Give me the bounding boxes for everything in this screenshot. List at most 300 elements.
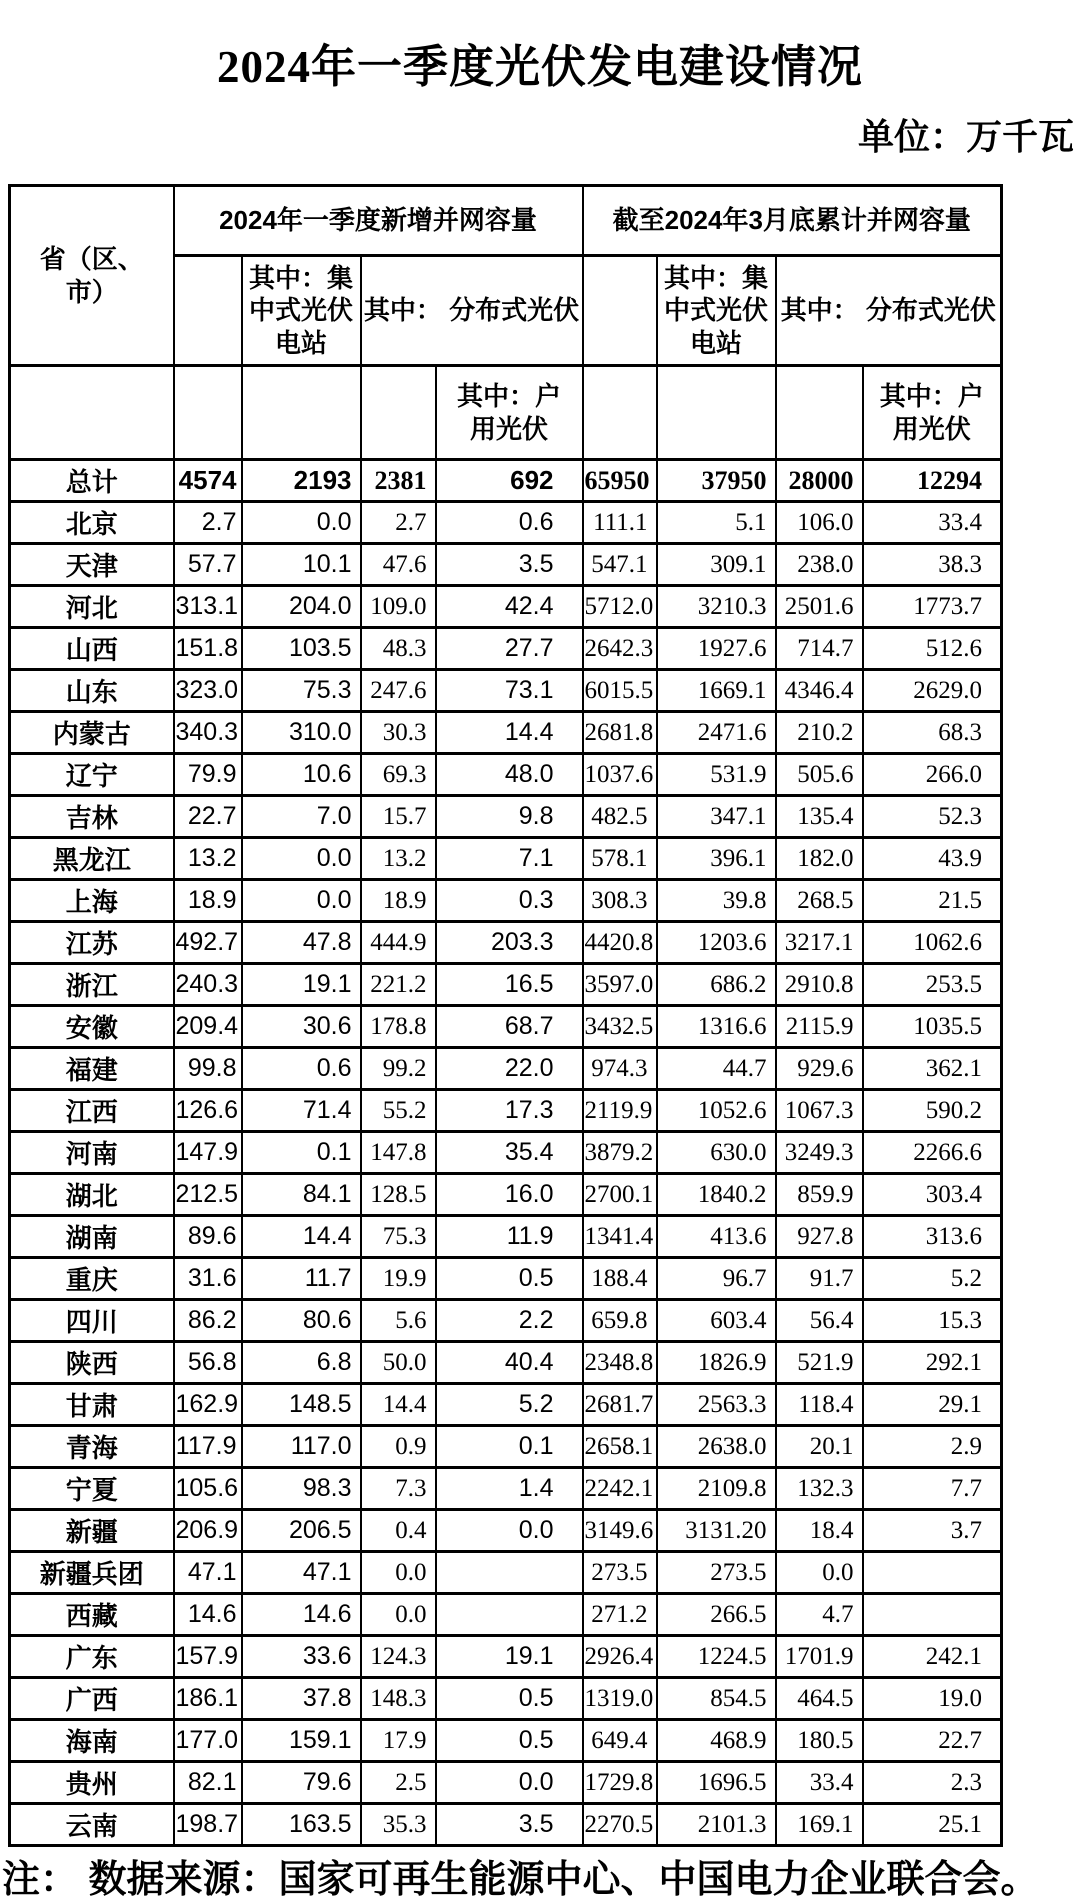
value-cell: 21.5 [863,880,1002,922]
value-cell: 75.3 [361,1216,436,1258]
empty-header-cell [174,366,242,460]
value-cell: 482.5 [583,796,657,838]
value-cell: 268.5 [776,880,863,922]
value-cell: 39.8 [657,880,776,922]
province-cell: 宁夏 [10,1468,174,1510]
table-row [10,1300,1002,1342]
value-cell: 273.5 [657,1552,776,1594]
province-cell: 陕西 [10,1342,174,1384]
value-cell: 1203.6 [657,922,776,964]
value-cell: 31.6 [174,1258,242,1300]
table-row [10,880,1002,922]
value-cell: 3131.20 [657,1510,776,1552]
value-cell: 38.3 [863,544,1002,586]
total-row [10,460,1002,502]
value-cell [863,1594,1002,1636]
value-cell: 91.7 [776,1258,863,1300]
value-cell: 1052.6 [657,1090,776,1132]
value-cell: 2471.6 [657,712,776,754]
value-cell: 292.1 [863,1342,1002,1384]
table-row [10,628,1002,670]
value-cell: 212.5 [174,1174,242,1216]
table-row [10,712,1002,754]
value-cell: 242.1 [863,1636,1002,1678]
value-cell: 309.1 [657,544,776,586]
value-cell: 84.1 [242,1174,361,1216]
value-cell: 22.0 [436,1048,583,1090]
value-cell: 71.4 [242,1090,361,1132]
value-cell: 182.0 [776,838,863,880]
table-row [10,838,1002,880]
province-cell: 山东 [10,670,174,712]
value-cell: 33.4 [776,1762,863,1804]
table-body [10,460,1002,1846]
value-cell: 47.1 [174,1552,242,1594]
value-cell: 105.6 [174,1468,242,1510]
value-cell: 1927.6 [657,628,776,670]
value-cell: 47.8 [242,922,361,964]
value-cell: 30.6 [242,1006,361,1048]
value-cell: 52.3 [863,796,1002,838]
value-cell: 135.4 [776,796,863,838]
table-row [10,1384,1002,1426]
table-row [10,1552,1002,1594]
value-cell: 56.4 [776,1300,863,1342]
page-title: 2024年一季度光伏发电建设情况 [216,42,863,92]
value-cell: 2109.8 [657,1468,776,1510]
new-distributed-header: 其中： 分布式光伏 [361,256,583,366]
value-cell: 2658.1 [583,1426,657,1468]
table-row [10,1006,1002,1048]
value-cell: 28000 [776,460,863,502]
table-row [10,1342,1002,1384]
province-cell: 重庆 [10,1258,174,1300]
value-cell: 56.8 [174,1342,242,1384]
cumulative-centralized-header: 其中：集中式光伏电站 [657,256,776,366]
value-cell: 0.0 [436,1762,583,1804]
province-cell: 河北 [10,586,174,628]
value-cell: 0.0 [242,838,361,880]
value-cell: 7.1 [436,838,583,880]
value-cell: 659.8 [583,1300,657,1342]
value-cell: 0.0 [242,502,361,544]
value-cell: 178.8 [361,1006,436,1048]
value-cell: 1224.5 [657,1636,776,1678]
province-cell: 新疆兵团 [10,1552,174,1594]
value-cell: 50.0 [361,1342,436,1384]
value-cell: 468.9 [657,1720,776,1762]
value-cell: 18.9 [361,880,436,922]
value-cell: 630.0 [657,1132,776,1174]
province-cell: 吉林 [10,796,174,838]
value-cell: 5.1 [657,502,776,544]
value-cell: 2700.1 [583,1174,657,1216]
value-cell: 1826.9 [657,1342,776,1384]
value-cell: 0.0 [361,1594,436,1636]
value-cell: 0.4 [361,1510,436,1552]
table-header [10,186,1002,460]
value-cell: 2638.0 [657,1426,776,1468]
value-cell: 1.4 [436,1468,583,1510]
province-cell: 河南 [10,1132,174,1174]
header-row-household [10,366,1002,460]
value-cell: 4.7 [776,1594,863,1636]
value-cell: 271.2 [583,1594,657,1636]
value-cell: 1840.2 [657,1174,776,1216]
value-cell: 151.8 [174,628,242,670]
value-cell: 505.6 [776,754,863,796]
table-row [10,670,1002,712]
value-cell: 413.6 [657,1216,776,1258]
province-cell: 江苏 [10,922,174,964]
province-cell: 新疆 [10,1510,174,1552]
value-cell: 132.3 [776,1468,863,1510]
value-cell: 531.9 [657,754,776,796]
value-cell: 44.7 [657,1048,776,1090]
value-cell: 303.4 [863,1174,1002,1216]
value-cell: 18.4 [776,1510,863,1552]
value-cell: 15.3 [863,1300,1002,1342]
table-row [10,754,1002,796]
province-cell: 贵州 [10,1762,174,1804]
value-cell: 55.2 [361,1090,436,1132]
value-cell: 1729.8 [583,1762,657,1804]
value-cell: 37950 [657,460,776,502]
value-cell: 692 [436,460,583,502]
value-cell: 1062.6 [863,922,1002,964]
value-cell: 0.6 [436,502,583,544]
value-cell: 2381 [361,460,436,502]
value-cell: 854.5 [657,1678,776,1720]
source-note: 注： 数据来源：国家可再生能源中心、中国电力企业联合会。 [2,1859,1039,1901]
value-cell: 3.5 [436,1804,583,1846]
value-cell: 188.4 [583,1258,657,1300]
value-cell: 221.2 [361,964,436,1006]
value-cell: 159.1 [242,1720,361,1762]
value-cell: 0.0 [776,1552,863,1594]
value-cell: 247.6 [361,670,436,712]
province-cell: 上海 [10,880,174,922]
value-cell: 65950 [583,460,657,502]
province-cell: 青海 [10,1426,174,1468]
value-cell: 98.3 [242,1468,361,1510]
value-cell: 1341.4 [583,1216,657,1258]
province-cell: 北京 [10,502,174,544]
table-row [10,796,1002,838]
value-cell: 2.3 [863,1762,1002,1804]
value-cell: 124.3 [361,1636,436,1678]
value-cell: 30.3 [361,712,436,754]
value-cell: 492.7 [174,922,242,964]
value-cell: 147.8 [361,1132,436,1174]
value-cell: 238.0 [776,544,863,586]
value-cell: 47.6 [361,544,436,586]
empty-header-cell [657,366,776,460]
province-header-label: 省（区、市） [39,244,144,307]
value-cell: 4346.4 [776,670,863,712]
table-row [10,544,1002,586]
value-cell: 2501.6 [776,586,863,628]
province-cell: 湖北 [10,1174,174,1216]
header-row-groups [10,186,1002,256]
value-cell: 0.0 [242,880,361,922]
value-cell: 19.9 [361,1258,436,1300]
value-cell: 5.2 [863,1258,1002,1300]
province-cell: 福建 [10,1048,174,1090]
table-row [10,1510,1002,1552]
value-cell: 177.0 [174,1720,242,1762]
value-cell: 1701.9 [776,1636,863,1678]
value-cell: 14.6 [174,1594,242,1636]
value-cell: 6015.5 [583,670,657,712]
value-cell: 3879.2 [583,1132,657,1174]
value-cell: 266.5 [657,1594,776,1636]
value-cell: 929.6 [776,1048,863,1090]
value-cell: 464.5 [776,1678,863,1720]
value-cell: 340.3 [174,712,242,754]
value-cell: 1035.5 [863,1006,1002,1048]
empty-header-cell [174,256,242,366]
cumulative-household-header [863,366,1002,460]
table-row [10,1216,1002,1258]
value-cell: 35.4 [436,1132,583,1174]
value-cell: 0.1 [436,1426,583,1468]
value-cell: 649.4 [583,1720,657,1762]
value-cell: 3210.3 [657,586,776,628]
value-cell: 7.3 [361,1468,436,1510]
value-cell: 1773.7 [863,586,1002,628]
value-cell: 313.1 [174,586,242,628]
value-cell: 69.3 [361,754,436,796]
value-cell: 19.1 [436,1636,583,1678]
value-cell: 1669.1 [657,670,776,712]
value-cell: 2681.8 [583,712,657,754]
value-cell: 29.1 [863,1384,1002,1426]
value-cell: 2.7 [361,502,436,544]
value-cell: 43.9 [863,838,1002,880]
value-cell: 308.3 [583,880,657,922]
value-cell: 266.0 [863,754,1002,796]
value-cell: 444.9 [361,922,436,964]
table-row [10,1636,1002,1678]
value-cell: 68.7 [436,1006,583,1048]
value-cell: 157.9 [174,1636,242,1678]
value-cell: 2270.5 [583,1804,657,1846]
group-new-capacity-header: 2024年一季度新增并网容量 [174,186,583,256]
value-cell: 33.4 [863,502,1002,544]
empty-header-cell [583,366,657,460]
group-cumulative-capacity-header: 截至2024年3月底累计并网容量 [583,186,1002,256]
value-cell: 118.4 [776,1384,863,1426]
value-cell: 1067.3 [776,1090,863,1132]
value-cell: 2642.3 [583,628,657,670]
value-cell: 163.5 [242,1804,361,1846]
value-cell: 2563.3 [657,1384,776,1426]
value-cell: 3249.3 [776,1132,863,1174]
value-cell [863,1552,1002,1594]
value-cell: 11.9 [436,1216,583,1258]
value-cell: 362.1 [863,1048,1002,1090]
table-row [10,1090,1002,1132]
value-cell: 2681.7 [583,1384,657,1426]
value-cell: 3.5 [436,544,583,586]
value-cell: 396.1 [657,838,776,880]
table-row [10,922,1002,964]
value-cell [436,1594,583,1636]
value-cell: 106.0 [776,502,863,544]
value-cell: 0.5 [436,1720,583,1762]
province-cell: 内蒙古 [10,712,174,754]
value-cell: 603.4 [657,1300,776,1342]
value-cell: 14.4 [436,712,583,754]
value-cell: 14.4 [242,1216,361,1258]
value-cell: 162.9 [174,1384,242,1426]
value-cell: 3432.5 [583,1006,657,1048]
value-cell: 117.0 [242,1426,361,1468]
value-cell: 204.0 [242,586,361,628]
value-cell: 27.7 [436,628,583,670]
value-cell: 4420.8 [583,922,657,964]
value-cell: 48.0 [436,754,583,796]
value-cell: 7.0 [242,796,361,838]
value-cell: 79.6 [242,1762,361,1804]
value-cell: 57.7 [174,544,242,586]
value-cell: 75.3 [242,670,361,712]
value-cell: 5.2 [436,1384,583,1426]
value-cell: 206.5 [242,1510,361,1552]
province-cell: 广东 [10,1636,174,1678]
value-cell: 35.3 [361,1804,436,1846]
value-cell: 203.3 [436,922,583,964]
pv-construction-table [8,184,1003,1847]
value-cell: 111.1 [583,502,657,544]
value-cell: 209.4 [174,1006,242,1048]
province-cell: 安徽 [10,1006,174,1048]
value-cell: 17.9 [361,1720,436,1762]
value-cell: 11.7 [242,1258,361,1300]
province-cell: 江西 [10,1090,174,1132]
value-cell: 99.8 [174,1048,242,1090]
value-cell: 40.4 [436,1342,583,1384]
new-centralized-header: 其中：集中式光伏电站 [242,256,361,366]
value-cell: 0.0 [436,1510,583,1552]
value-cell: 169.1 [776,1804,863,1846]
empty-header-cell [361,366,436,460]
value-cell: 2115.9 [776,1006,863,1048]
value-cell: 68.3 [863,712,1002,754]
value-cell: 714.7 [776,628,863,670]
value-cell: 2629.0 [863,670,1002,712]
value-cell: 2348.8 [583,1342,657,1384]
table-row [10,1426,1002,1468]
value-cell: 42.4 [436,586,583,628]
value-cell: 73.1 [436,670,583,712]
table-row [10,1258,1002,1300]
value-cell: 14.6 [242,1594,361,1636]
value-cell: 37.8 [242,1678,361,1720]
value-cell: 2.2 [436,1300,583,1342]
province-cell: 湖南 [10,1216,174,1258]
value-cell: 310.0 [242,712,361,754]
value-cell: 0.0 [361,1552,436,1594]
value-cell: 22.7 [863,1720,1002,1762]
value-cell: 2926.4 [583,1636,657,1678]
empty-header-cell [242,366,361,460]
value-cell: 0.1 [242,1132,361,1174]
province-cell: 天津 [10,544,174,586]
value-cell: 103.5 [242,628,361,670]
table-row [10,1720,1002,1762]
table-row [10,1804,1002,1846]
value-cell: 2193 [242,460,361,502]
empty-header-cell [776,366,863,460]
value-cell: 2910.8 [776,964,863,1006]
value-cell: 547.1 [583,544,657,586]
value-cell: 974.3 [583,1048,657,1090]
value-cell: 19.0 [863,1678,1002,1720]
value-cell: 1696.5 [657,1762,776,1804]
value-cell: 590.2 [863,1090,1002,1132]
value-cell: 12294 [863,460,1002,502]
cumulative-distributed-header: 其中： 分布式光伏 [776,256,1002,366]
value-cell: 99.2 [361,1048,436,1090]
value-cell: 2242.1 [583,1468,657,1510]
table-row [10,1468,1002,1510]
value-cell: 25.1 [863,1804,1002,1846]
value-cell: 512.6 [863,628,1002,670]
value-cell: 16.5 [436,964,583,1006]
value-cell: 89.6 [174,1216,242,1258]
province-cell: 总计 [10,460,174,502]
province-cell: 四川 [10,1300,174,1342]
value-cell: 5.6 [361,1300,436,1342]
value-cell: 273.5 [583,1552,657,1594]
value-cell: 210.2 [776,712,863,754]
province-header-cell [10,186,174,366]
table-row [10,1594,1002,1636]
value-cell: 48.3 [361,628,436,670]
value-cell: 13.2 [361,838,436,880]
value-cell: 2101.3 [657,1804,776,1846]
table-row [10,1678,1002,1720]
value-cell: 206.9 [174,1510,242,1552]
value-cell: 19.1 [242,964,361,1006]
table-row [10,1174,1002,1216]
value-cell: 1037.6 [583,754,657,796]
cumulative-household-label: 其中：户用光伏 [879,381,984,444]
value-cell: 2.5 [361,1762,436,1804]
value-cell: 3217.1 [776,922,863,964]
empty-header-cell [10,366,174,460]
value-cell: 14.4 [361,1384,436,1426]
table-row [10,1048,1002,1090]
value-cell: 10.1 [242,544,361,586]
value-cell: 148.3 [361,1678,436,1720]
value-cell: 521.9 [776,1342,863,1384]
value-cell: 86.2 [174,1300,242,1342]
new-household-label: 其中：户用光伏 [457,381,562,444]
province-cell: 山西 [10,628,174,670]
value-cell: 186.1 [174,1678,242,1720]
unit-label: 单位：万千瓦 [857,116,1074,157]
value-cell: 2.9 [863,1426,1002,1468]
value-cell: 4574 [174,460,242,502]
value-cell: 686.2 [657,964,776,1006]
value-cell: 0.6 [242,1048,361,1090]
province-cell: 云南 [10,1804,174,1846]
table-row [10,1132,1002,1174]
value-cell: 20.1 [776,1426,863,1468]
